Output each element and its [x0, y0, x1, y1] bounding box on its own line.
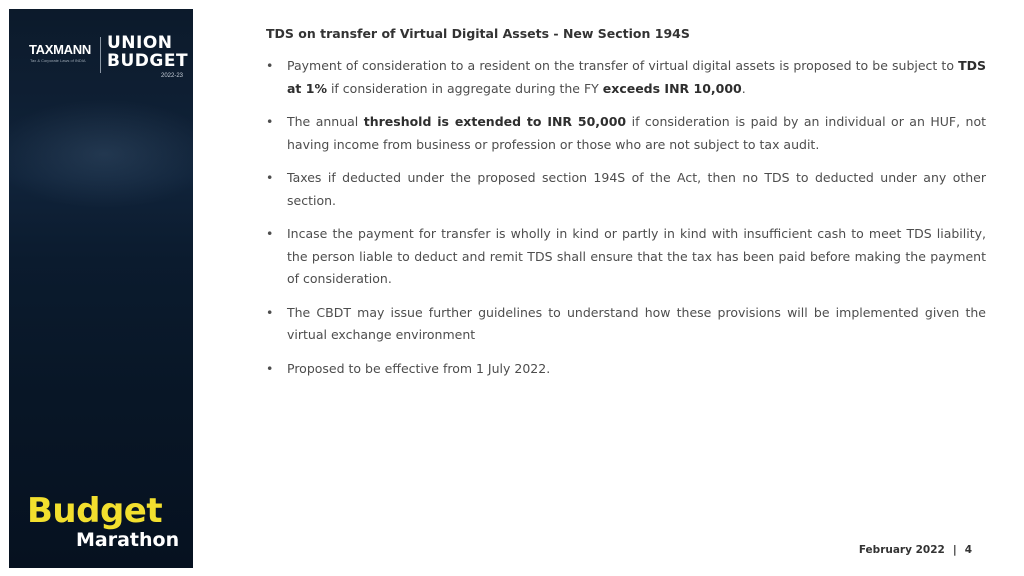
bullet-text: Proposed to be effective from 1 July 2022.: [287, 360, 551, 376]
sidebar-banner: [9, 9, 193, 568]
logo-divider: [100, 37, 101, 73]
bullet-list: [266, 55, 986, 380]
taxmann-tagline: Tax & Corporate Laws of INDIA: [30, 58, 86, 63]
slide-content: [266, 26, 986, 391]
bullet-text: Taxes if deducted under the proposed section 194S of the Act, then no TDS to deducted under any other section.: [287, 170, 986, 208]
budget-marathon-title: Budget: [27, 491, 163, 531]
union-budget-logo-union: UNION: [107, 33, 173, 53]
bullet-text: The CBDT may issue further guidelines to understand how these provisions will be implemented given the virtual exchange environment: [287, 304, 986, 342]
bullet-icon: •: [266, 226, 274, 241]
bullet-text: Incase the payment for transfer is wholly in kind or partly in kind with insufficient cash to meet TDS liability, the person liable to deduct and remit TDS shall ensure that the tax has been paid before making the payment of consideration.: [287, 226, 986, 286]
bullet-text: The annual: [287, 114, 364, 129]
bullet-icon: •: [266, 170, 274, 185]
bullet-icon: •: [266, 304, 274, 320]
bullet-text: Payment of consideration to a resident on the transfer of virtual digital assets is proposed to be subject to: [287, 58, 959, 73]
bullet-icon: •: [266, 58, 274, 73]
page-number: 4: [964, 544, 972, 556]
bullet-emphasis: threshold is extended to INR 50,000: [363, 114, 627, 129]
union-budget-logo-budget: BUDGET: [107, 51, 189, 71]
background-haze: [9, 99, 193, 209]
union-budget-year: 2022-23: [161, 73, 184, 79]
footer-separator: |: [952, 544, 957, 556]
bullet-emphasis: exceeds INR 10,000: [602, 80, 742, 96]
slide-footer: [859, 544, 972, 556]
bullet-text: if consideration in aggregate during the FY: [326, 80, 603, 96]
bullet-text: if consideration is paid by an individual or an HUF, not having income from business or profession or those who are not subject to tax audit.: [287, 114, 986, 152]
bullet-point: [266, 167, 986, 212]
bullet-text: .: [741, 80, 746, 96]
bullet-point: [266, 55, 986, 100]
footer-date: February 2022: [858, 544, 945, 556]
bullet-point: [266, 111, 986, 156]
bullet-point: [266, 302, 986, 347]
bullet-icon: •: [266, 360, 274, 376]
slide-title: TDS on transfer of Virtual Digital Assets - New Section 194S: [266, 26, 690, 41]
taxmann-logo: TAXMANN: [29, 42, 91, 57]
bullet-icon: •: [266, 114, 274, 129]
logo-row: [29, 33, 189, 83]
bullet-point: [266, 358, 986, 381]
bullet-emphasis: TDS at 1%: [287, 58, 986, 96]
bullet-point: [266, 223, 986, 291]
budget-marathon-subtitle: Marathon: [76, 529, 180, 551]
